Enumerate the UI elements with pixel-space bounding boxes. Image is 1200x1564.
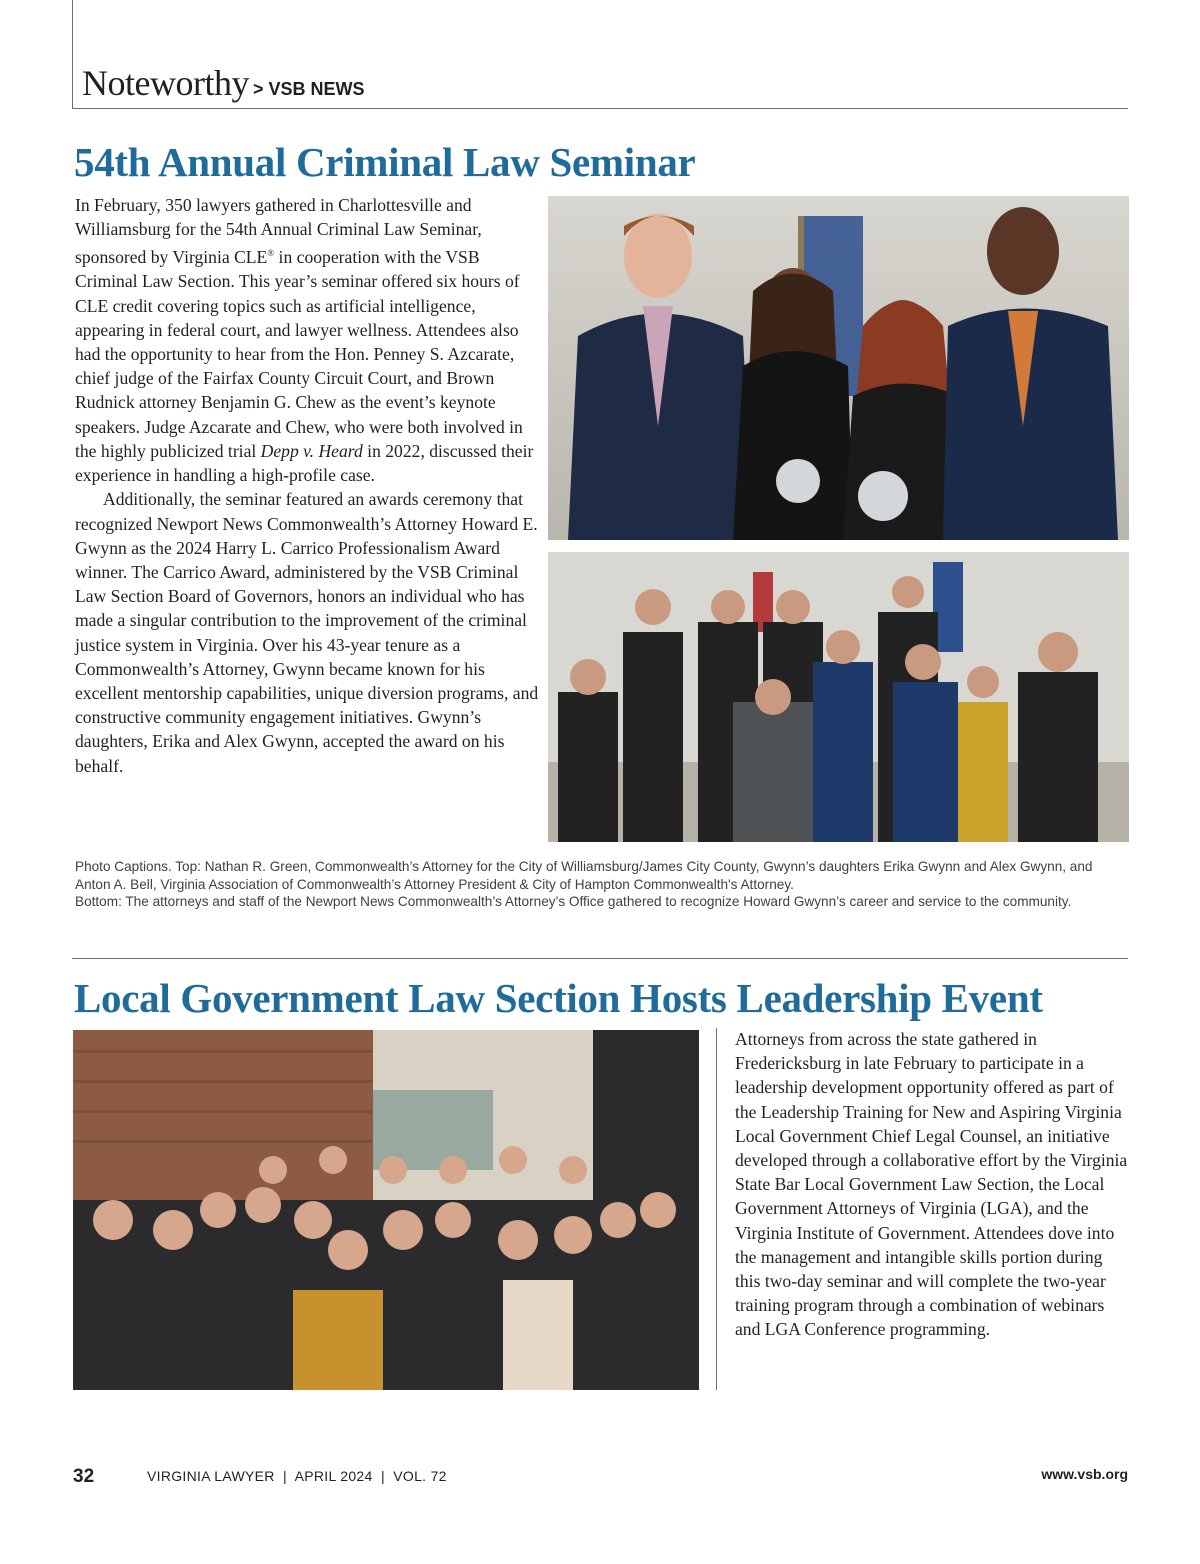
- section-header: [82, 62, 365, 104]
- caption-bottom: Bottom: The attorneys and staff of the Newport News Commonwealth’s Attorney’s Office gathered to recognize Howard Gwynn’s career and service to the community.: [75, 894, 1072, 909]
- section-divider: [72, 958, 1128, 959]
- photo-captions: [75, 858, 1130, 911]
- top-photo-award-recipients: [548, 196, 1129, 540]
- article1-body: [75, 193, 541, 778]
- top-photo-illustration: [548, 196, 1129, 540]
- group-photo-illustration: [73, 1030, 699, 1390]
- leadership-event-group-photo: [73, 1030, 699, 1390]
- section-title: Noteworthy: [82, 63, 249, 103]
- page-number: 32: [73, 1466, 95, 1487]
- publication-info: VIRGINIA LAWYER | APRIL 2024 | VOL. 72: [147, 1468, 447, 1484]
- section-subtitle: > VSB NEWS: [252, 79, 365, 99]
- article1-paragraph-1: In February, 350 lawyers gathered in Charlottesville and Williamsburg for the 54th Annual Criminal Law Seminar, sponsored by Virginia CLE® in cooperation with the VSB Criminal Law Section. This year’s seminar offered six hours of CLE credit covering topics such as artificial intelligence, appearing in federal court, and lawyer wellness. Attendees also had the opportunity to hear from the Hon. Penney S. Azcarate, chief judge of the Fairfax County Circuit Court, and Brown Rudnick attorney Benjamin G. Chew as the event’s keynote speakers. Judge Azcarate and Chew, who were both involved in the highly publicized trial Depp v. Heard in 2022, discussed their experience in handling a high-profile case.: [75, 195, 534, 486]
- article2-headline: Local Government Law Section Hosts Leadership Event: [74, 975, 1043, 1021]
- article2-body: [735, 1027, 1130, 1342]
- website-url: www.vsb.org: [1041, 1466, 1128, 1482]
- article1-paragraph-2: Additionally, the seminar featured an awards ceremony that recognized Newport News Commonwealth’s Attorney Howard E. Gwynn as the 2024 Harry L. Carrico Professionalism Award winner. The Carrico Award, administered by the VSB Criminal Law Section Board of Governors, honors an individual who has made a singular contribution to the improvement of the criminal justice system in Virginia. Over his 43-year tenure as a Commonwealth’s Attorney, Gwynn became known for his excellent mentorship capabilities, unique diversion programs, and constructive community engagement initiatives. Gwynn’s daughters, Erika and Alex Gwynn, accepted the award on his behalf.: [75, 489, 539, 776]
- caption-top: Photo Captions. Top: Nathan R. Green, Commonwealth’s Attorney for the City of Williamsburg/James City County, Gwynn’s daughters Erika Gwynn and Alex Gwynn, and Anton A. Bell, Virginia Association of Commonwealth’s Attorney President & City of Hampton Commonwealth's Attorney.: [75, 859, 1093, 892]
- header-rule: [72, 108, 1128, 109]
- article2-paragraph: Attorneys from across the state gathered in Fredericksburg in late February to participate in a leadership development opportunity offered as part of the Leadership Training for New and Aspiring Virginia Local Government Chief Legal Counsel, an initiative developed through a collaborative effort by the Virginia State Bar Local Government Law Section, the Local Government Attorneys of Virginia (LGA), and the Virginia Institute of Government. Attendees dove into the management and intangible skills portion during this two-day seminar and will complete the two-year training program through a combination of webinars and LGA Conference programming.: [735, 1029, 1128, 1340]
- case-name: Depp v. Heard: [260, 440, 363, 461]
- column-divider: [716, 1028, 717, 1390]
- bottom-photo-illustration: [548, 552, 1129, 842]
- bottom-photo-office-staff: [548, 552, 1129, 842]
- header-vertical-rule: [72, 0, 73, 108]
- article1-headline: 54th Annual Criminal Law Seminar: [74, 139, 696, 185]
